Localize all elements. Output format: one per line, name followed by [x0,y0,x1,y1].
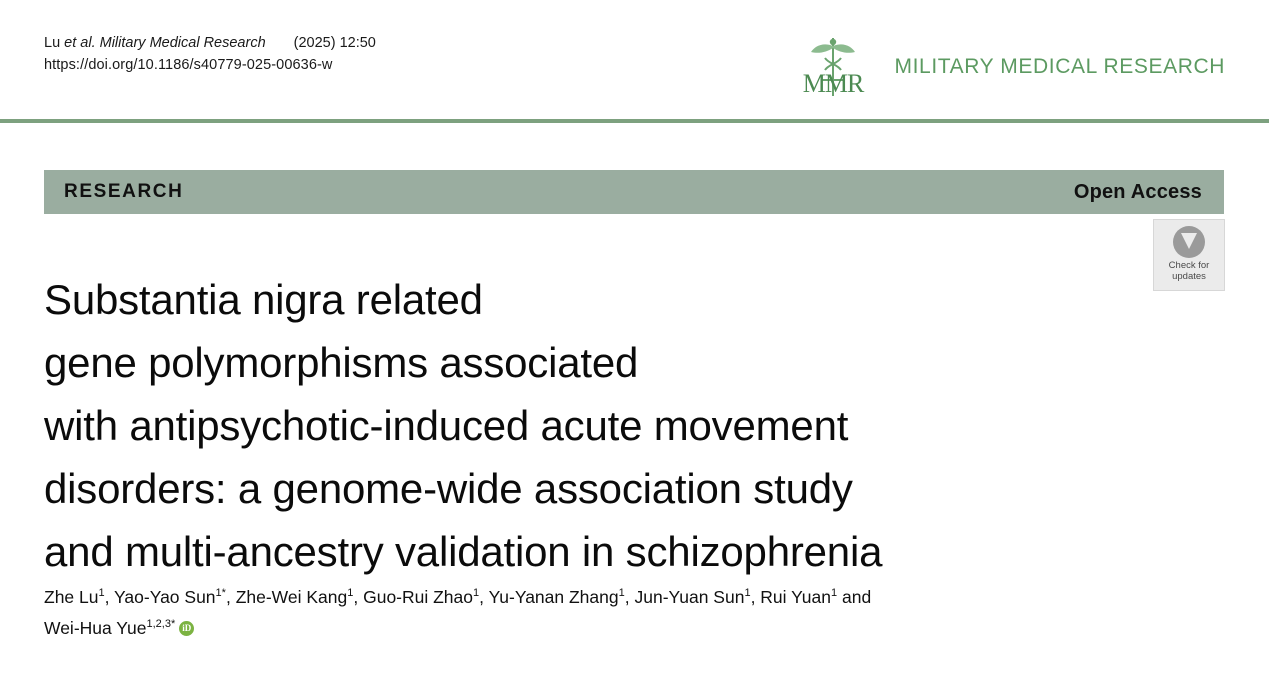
title-line-2: gene polymorphisms associated [44,339,639,387]
author-item: Guo-Rui Zhao$^1$, [363,587,489,607]
author-affiliation-marker: 1,2,3 [146,617,171,630]
running-head-citation [44,32,664,54]
article-type-label: RESEARCH [64,181,184,202]
title-line-5: and multi-ancestry validation in schizophrenia [44,528,883,576]
title-line-3: with antipsychotic-induced acute movement [44,402,849,450]
running-head-author: Lu [44,35,65,51]
author-affiliation-marker: 1 [98,587,105,600]
author-item: Zhe-Wei Kang$^1$, [235,587,364,607]
author-affiliation-marker: 1 [215,587,222,600]
crossmark-icon [1173,226,1205,258]
author-name: Guo-Rui Zhao [363,587,474,607]
author-name: Jun-Yuan Sun [634,587,745,607]
author-item: Jun-Yuan Sun$^1$, [634,587,761,607]
running-head [44,32,664,77]
corresponding-marker: * [221,587,226,600]
corresponding-marker: * [170,617,176,630]
orcid-icon[interactable] [179,621,194,636]
author-item: Zhe Lu$^1$, [44,587,115,607]
svg-text:MMR: MMR [802,69,863,98]
author-item: Yao-Yao Sun$^{1*}$, [114,587,236,607]
title-line-1: Substantia nigra related [44,276,483,324]
author-name: Yu-Yanan Zhang [488,587,619,607]
author-name: Zhe Lu [44,587,99,607]
journal-logo [785,36,1225,98]
running-head-journal: et al. Military Medical Research [64,35,266,51]
author-name: Wei-Hua Yue [44,617,147,638]
article-type-banner [44,170,1224,214]
author-affiliation-marker: 1 [744,587,751,600]
author-item [44,618,175,638]
header-divider [0,119,1269,123]
author-name: Yao-Yao Sun [114,587,216,607]
running-head-volume: (2025) 12:50 [293,35,376,51]
mmr-emblem-icon [785,36,881,98]
author-affiliation-marker: 1 [618,587,625,600]
author-affiliation-marker: 1 [347,587,354,600]
author-name: Rui Yuan [760,587,832,607]
author-affiliation-marker: 1 [473,587,480,600]
open-access-label: Open Access [1073,180,1202,203]
author-list [44,582,1204,643]
title-line-4: disorders: a genome-wide association study [44,465,853,513]
author-item [760,587,842,607]
journal-title: MILITARY MEDICAL RESEARCH [894,55,1225,78]
crossmark-line1: Check for [1168,260,1210,271]
author-name: Zhe-Wei Kang [235,587,348,607]
running-head-doi[interactable]: https://doi.org/10.1186/s40779-025-00636-w [44,57,333,74]
author-conjunction: and [842,587,872,607]
page-title [44,268,1194,583]
author-affiliation-marker: 1 [831,587,838,600]
crossmark-line2: updates [1172,270,1206,282]
author-item: Yu-Yanan Zhang$^1$, [488,587,635,607]
